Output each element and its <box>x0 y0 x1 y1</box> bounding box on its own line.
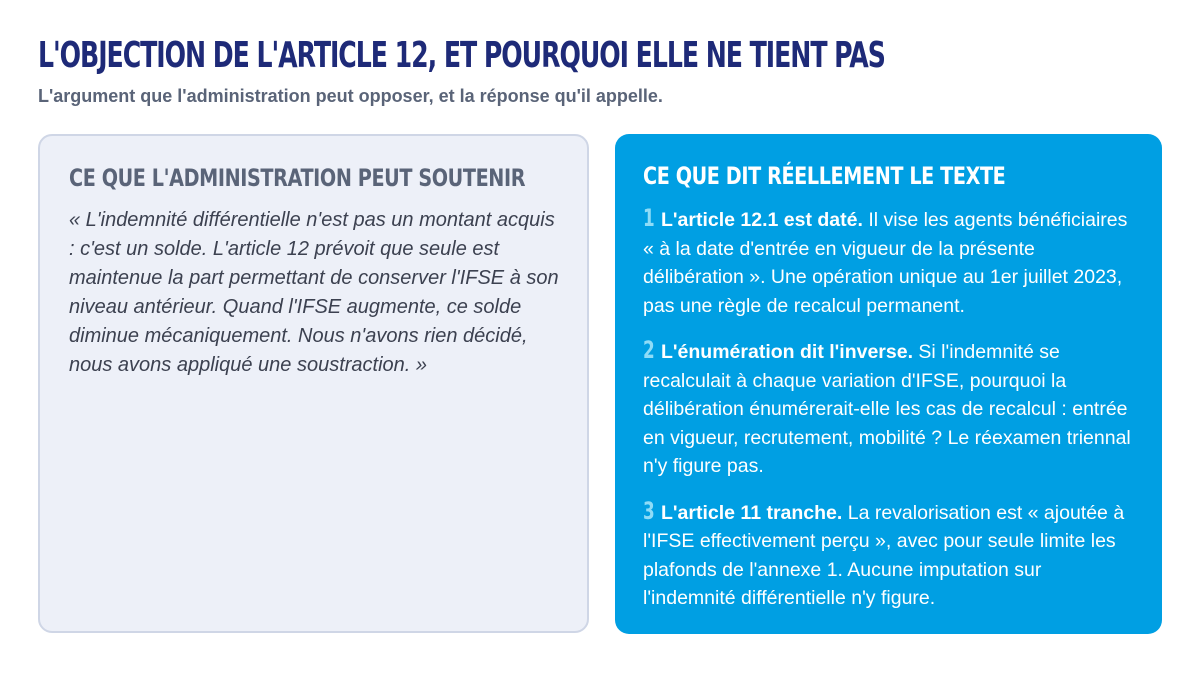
point-text: Il vise les agents bénéficiaires « à la date d'entrée en vigueur de la présente délibération ». Une opération unique au 1er juillet 2023, pas une règle de recalcul permanent. <box>643 209 1128 317</box>
point-item <box>643 336 1134 481</box>
point-item <box>643 204 1134 320</box>
point-lead: L'article 12.1 est daté. <box>661 209 863 231</box>
page-title: L'OBJECTION DE L'ARTICLE 12, ET POURQUOI ELLE NE TIENT PAS <box>38 35 885 76</box>
point-number: 3 <box>643 496 655 525</box>
point-lead: L'article 11 tranche. <box>661 501 843 524</box>
page-subtitle: L'argument que l'administration peut opposer, et la réponse qu'il appelle. <box>38 86 663 106</box>
point-lead: L'énumération dit l'inverse. <box>661 341 913 363</box>
administration-quote: « L'indemnité différentielle n'est pas un montant acquis : c'est un solde. L'article 12 prévoit que seule est maintenue la part permettant de conserver l'IFSE à son niveau antérieur. Quand l'IFSE augmente, ce solde diminue mécaniquement. Nous n'avons rien décidé, nous avons appliqué une soustraction. » <box>69 209 559 376</box>
point-text: La revalorisation est « ajoutée à l'IFSE effectivement perçu », avec pour seule limite les plafonds de l'annexe 1. Aucune imputation sur l'indemnité différentielle n'y figure. <box>643 501 1125 609</box>
administration-argument-card <box>38 134 589 633</box>
point-number: 2 <box>643 336 655 364</box>
point-number: 1 <box>643 204 655 232</box>
left-card-heading: CE QUE L'ADMINISTRATION PEUT SOUTENIR <box>69 164 526 192</box>
point-item <box>643 497 1134 613</box>
right-card-heading: CE QUE DIT RÉELLEMENT LE TEXTE <box>643 162 1006 190</box>
text-reality-card <box>615 134 1162 634</box>
point-text: Si l'indemnité se recalculait à chaque variation d'IFSE, pourquoi la délibération énumérerait-elle les cas de recalcul : entrée en vigueur, recrutement, mobilité ? Le réexamen triennal n'y figure pas. <box>643 341 1131 477</box>
